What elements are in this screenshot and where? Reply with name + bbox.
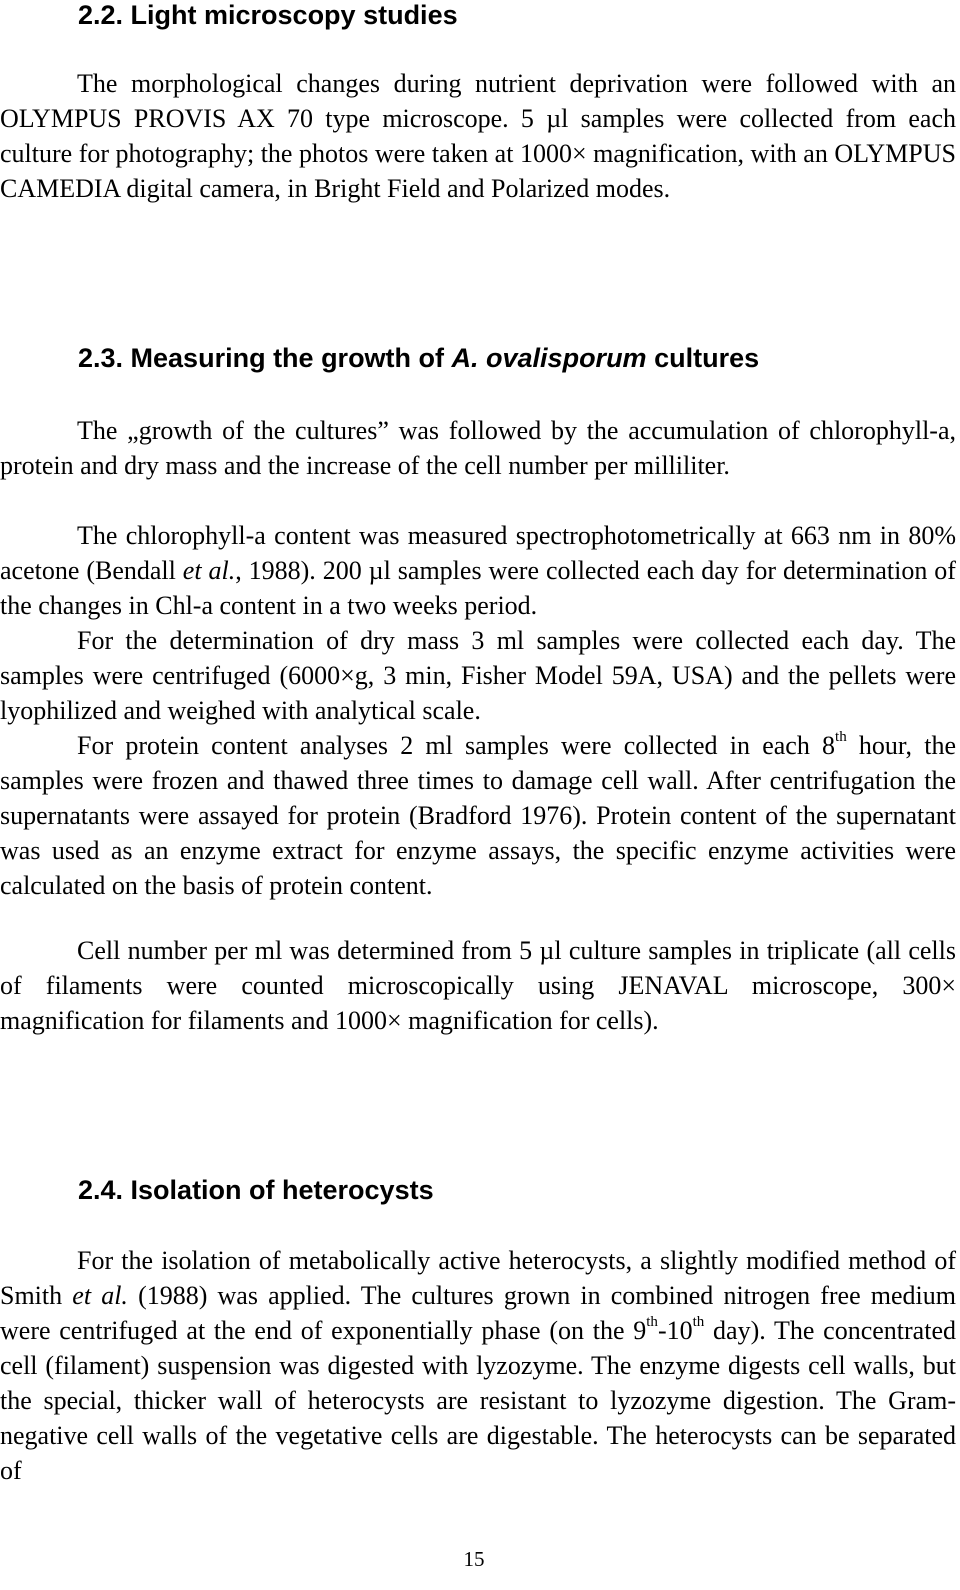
section-2-3-heading: 2.3. Measuring the growth of A. ovalisporum cultures <box>78 343 760 373</box>
page-number: 15 <box>463 1547 485 1571</box>
section-2-3-paragraph-3: For the determination of dry mass 3 ml samples were collected each day. The samples were centrifuged (6000×g, 3 min, Fisher Model 59A, USA) and the pellets were lyophilized and weighed with analytical scale. <box>0 626 956 725</box>
section-2-2-paragraph: The morphological changes during nutrient deprivation were followed with an OLYMPUS PROVIS AX 70 type microscope. 5 µl samples were collected from each culture for photography; the photos were taken at 1000× magnification, with an OLYMPUS CAMEDIA digital camera, in Bright Field and Polarized modes. <box>0 69 956 203</box>
section-2-2-heading: 2.2. Light microscopy studies <box>78 0 458 30</box>
section-2-4-heading: 2.4. Isolation of heterocysts <box>78 1175 434 1205</box>
section-2-3-paragraph-4: For protein content analyses 2 ml samples were collected in each 8th hour, the samples were frozen and thawed three times to damage cell wall. After centrifugation the supernatants were assayed for protein (Bradford 1976). Protein content of the supernatant was used as an enzyme extract for enzyme assays, the specific enzyme activities were calculated on the basis of protein content. <box>0 729 956 900</box>
section-2-4-paragraph-1: For the isolation of metabolically active heterocysts, a slightly modified method of Smith et al. (1988) was applied. The cultures grown in combined nitrogen free medium were centrifuged at the end of exponentially phase (on the 9th-10th day). The concentrated cell (filament) suspension was digested with lyzozyme. The enzyme digests cell walls, but the special, thicker wall of heterocysts are resistant to lyzozyme digestion. The Gram-negative cell walls of the vegetative cells are digestable. The heterocysts can be separated of <box>0 1246 956 1485</box>
section-2-3-paragraph-1: The „growth of the cultures” was followed by the accumulation of chlorophyll-a, protein and dry mass and the increase of the cell number per milliliter. <box>0 416 956 480</box>
section-2-3-paragraph-5: Cell number per ml was determined from 5 µl culture samples in triplicate (all cells of filaments were counted microscopically using JENAVAL microscope, 300× magnification for filaments and 1000× magnification for cells). <box>0 936 956 1035</box>
section-2-3-paragraph-2: The chlorophyll-a content was measured spectrophotometrically at 663 nm in 80% acetone (Bendall et al., 1988). 200 µl samples were collected each day for determination of the changes in Chl-a content in a two weeks period. <box>0 521 956 620</box>
